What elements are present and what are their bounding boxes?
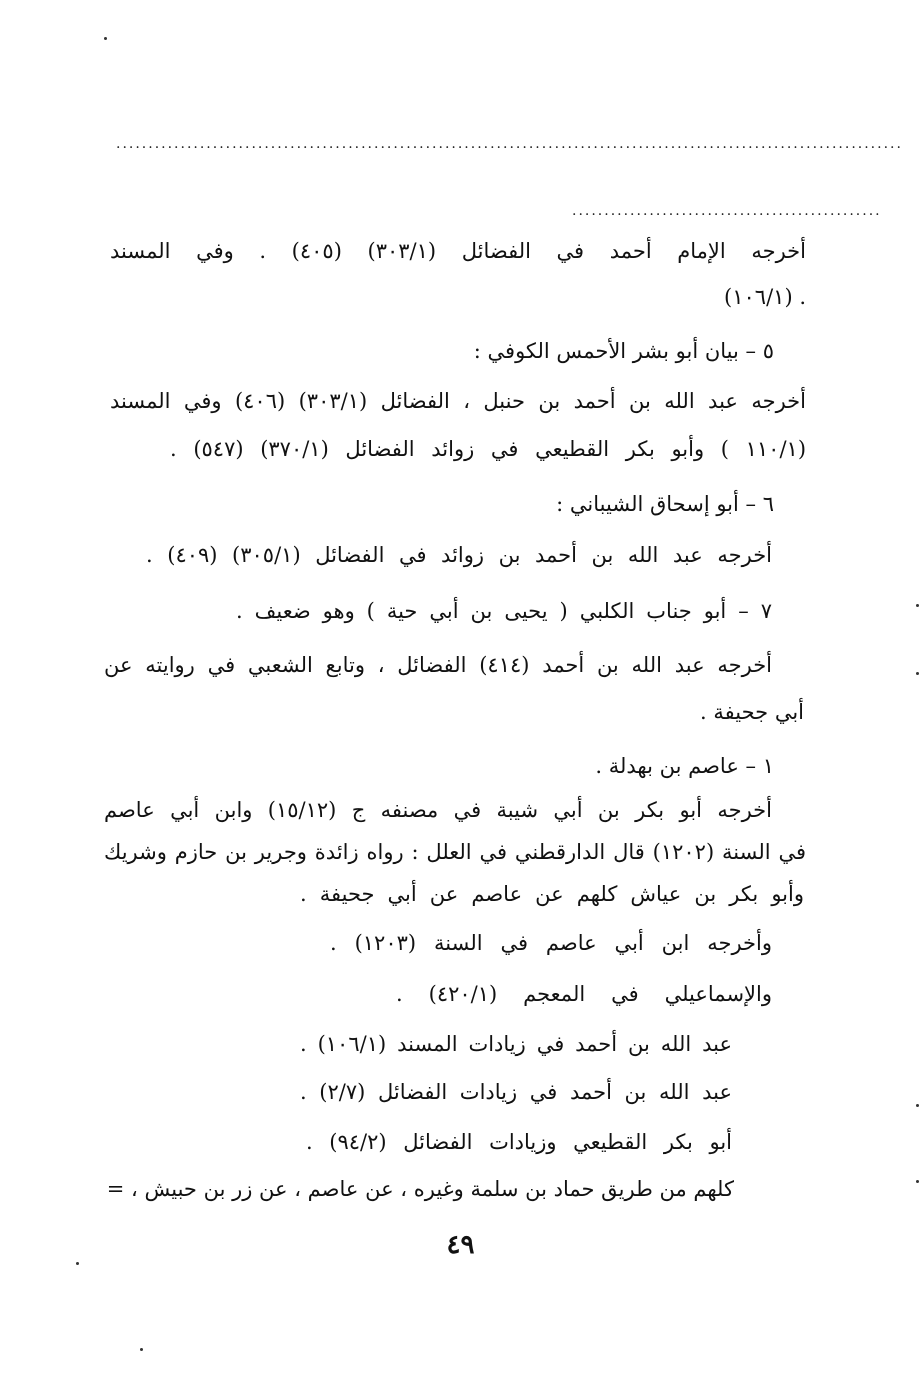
- scan-speck: [76, 1262, 79, 1265]
- text-line-19: أبو بكر القطيعي وزيادات الفضائل (٩٤/٢) .: [306, 1130, 733, 1154]
- text-line-9: أخرجه عبد الله بن أحمد (٤١٤) الفضائل ، وتابع الشعبي في روايته عن: [104, 653, 773, 677]
- dotted-separator-top: ..........................................................................................................................: [116, 136, 903, 152]
- scan-speck: [916, 1180, 919, 1183]
- text-line-1: أخرجه الإمام أحمد في الفضائل (٣٠٣/١) (٤٠٥) . وفي المسند: [110, 239, 806, 263]
- scan-speck: [916, 604, 919, 607]
- scan-speck: [104, 37, 107, 40]
- list-heading-6: ٦ – أبو إسحاق الشيباني :: [556, 492, 774, 516]
- text-line-12: أخرجه أبو بكر بن أبي شيبة في مصنفه ج (١٥/١٢) وابن أبي عاصم: [104, 798, 772, 822]
- scan-speck: [916, 672, 919, 675]
- text-line-7: أخرجه عبد الله بن أحمد بن زوائد في الفضائل (٣٠٥/١) (٤٠٩) .: [146, 543, 773, 567]
- text-line-15: وأخرجه ابن أبي عاصم في السنة (١٢٠٣) .: [330, 931, 773, 955]
- text-line-18: عبد الله بن أحمد في زيادات الفضائل (٢/٧) .: [300, 1080, 732, 1104]
- text-line-16: والإسماعيلي في المعجم (٤٢٠/١) .: [396, 982, 772, 1006]
- text-line-10: أبي جحيفة .: [700, 700, 804, 724]
- scan-speck: [916, 1104, 919, 1107]
- text-line-13: في السنة (١٢٠٢) قال الدارقطني في العلل : رواه زائدة وجرير بن حازم وشريك: [104, 840, 806, 864]
- list-heading-7: ٧ – أبو جناب الكلبي ( يحيى بن أبي حية ) وهو ضعيف .: [236, 599, 772, 623]
- list-heading-5: ٥ – بيان أبو بشر الأحمس الكوفي :: [473, 339, 774, 363]
- text-line-5: (١١٠/١ ) وأبو بكر القطيعي في زوائد الفضائل (٣٧٠/١) (٥٤٧) .: [170, 437, 807, 461]
- page-number: ٤٩: [446, 1230, 475, 1260]
- text-line-17: عبد الله بن أحمد في زيادات المسند (١٠٦/١) .: [300, 1032, 732, 1056]
- scan-speck: [140, 1348, 143, 1351]
- text-line-2: . (١٠٦/١): [724, 285, 806, 309]
- text-line-14: وأبو بكر بن عياش كلهم عن عاصم عن أبي جحيفة .: [300, 882, 804, 906]
- text-line-20: كلهم من طريق حماد بن سلمة وغيره ، عن عاصم ، عن زر بن حبيش ، =: [106, 1177, 734, 1201]
- dotted-separator-short: ................................................: [572, 203, 882, 219]
- text-line-4: أخرجه عبد الله بن أحمد بن حنبل ، الفضائل (٣٠٣/١) (٤٠٦) وفي المسند: [110, 389, 806, 413]
- list-heading-1: ١ – عاصم بن بهدلة .: [595, 754, 774, 778]
